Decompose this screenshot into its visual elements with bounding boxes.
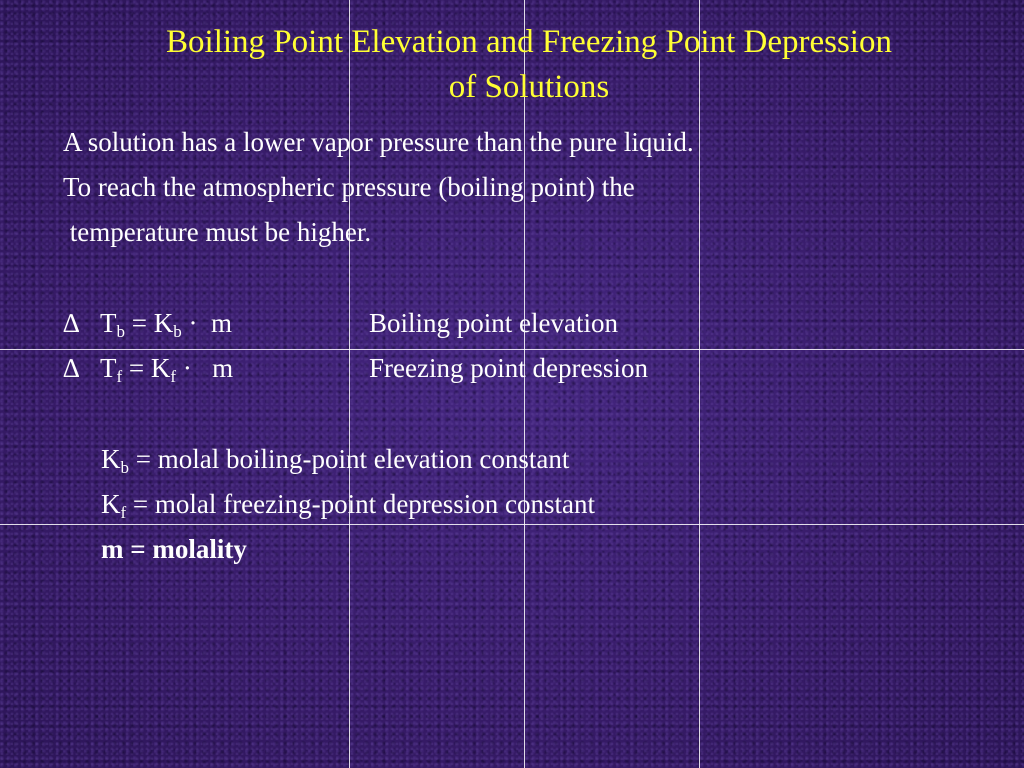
equation-equals-k: = K xyxy=(125,308,174,338)
freezing-equation xyxy=(100,352,233,384)
equation-k-subscript: f xyxy=(170,367,177,386)
kf-subscript: f xyxy=(120,503,127,522)
body-line-atmospheric-pressure: To reach the atmospheric pressure (boiling point) the xyxy=(63,172,635,202)
definition-kf xyxy=(101,488,595,520)
boiling-equation xyxy=(100,307,232,339)
grid-line-vertical-3 xyxy=(699,0,700,768)
body-line-vapor-pressure: A solution has a lower vapor pressure than the pure liquid. xyxy=(63,127,694,157)
equation-t: T xyxy=(100,353,117,383)
grid-line-horizontal-2 xyxy=(0,524,1024,525)
kb-symbol: K xyxy=(101,444,121,474)
equation-t-subscript: b xyxy=(116,322,125,341)
slide-title-line-2: of Solutions xyxy=(448,69,610,105)
slide-title-line-1: Boiling Point Elevation and Freezing Point Depression xyxy=(166,24,892,60)
equation-dot-m: · m xyxy=(181,308,232,338)
equation-dot-m: · m xyxy=(176,353,234,383)
equation-t: T xyxy=(100,308,117,338)
slide-title xyxy=(60,20,998,110)
grid-line-vertical-1 xyxy=(349,0,350,768)
definition-molality: m = molality xyxy=(101,534,247,564)
kb-definition-text: = molal boiling-point elevation constant xyxy=(129,444,570,474)
equation-equals-k: = K xyxy=(122,353,171,383)
delta-symbol: ∆ xyxy=(63,308,80,338)
formula-boiling-point xyxy=(63,307,763,339)
delta-symbol: ∆ xyxy=(63,353,80,383)
kf-definition-text: = molal freezing-point depression constant xyxy=(126,489,596,519)
formula-freezing-point xyxy=(63,352,763,384)
grid-line-vertical-2 xyxy=(524,0,525,768)
body-line-temperature-higher: temperature must be higher. xyxy=(63,217,372,247)
kf-symbol: K xyxy=(101,489,121,519)
boiling-description: Boiling point elevation xyxy=(369,308,618,338)
equation-t-subscript: f xyxy=(116,367,123,386)
grid-line-horizontal-1 xyxy=(0,349,1024,350)
kb-subscript: b xyxy=(120,458,129,477)
equation-k-subscript: b xyxy=(173,322,182,341)
freezing-description: Freezing point depression xyxy=(369,353,648,383)
definition-kb xyxy=(101,443,569,475)
